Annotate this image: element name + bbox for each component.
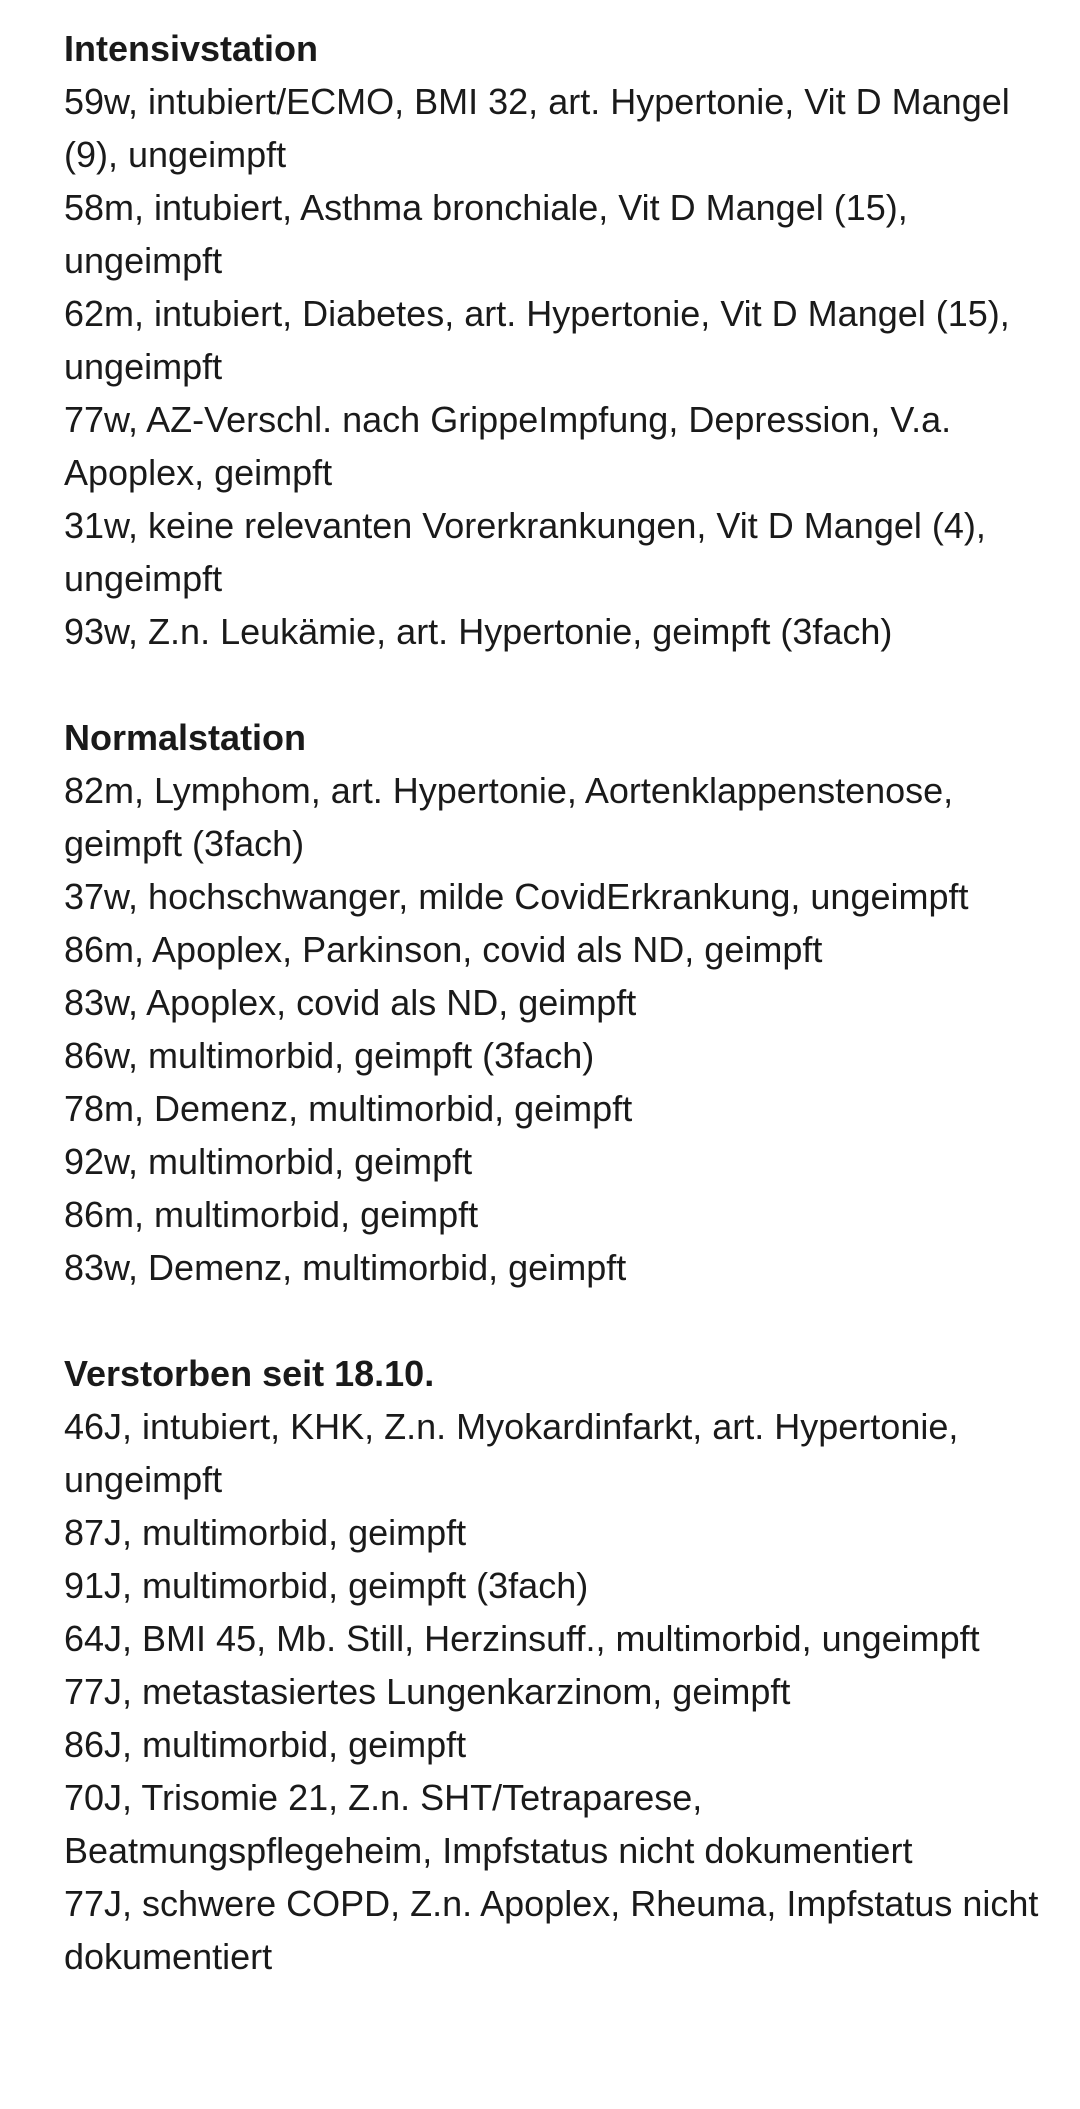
list-item: 87J, multimorbid, geimpft — [64, 1512, 467, 1553]
list-item: 77J, schwere COPD, Z.n. Apoplex, Rheuma, Impfstatus nicht dokumentiert — [64, 1883, 1039, 1977]
section-normalstation — [64, 711, 1064, 1294]
list-item: 86m, Apoplex, Parkinson, covid als ND, geimpft — [64, 929, 823, 970]
section-title: Intensivstation — [64, 28, 319, 69]
list-item: 59w, intubiert/ECMO, BMI 32, art. Hypertonie, Vit D Mangel (9), ungeimpft — [64, 81, 1010, 175]
list-item: 82m, Lymphom, art. Hypertonie, Aortenklappenstenose, geimpft (3fach) — [64, 770, 954, 864]
list-item: 46J, intubiert, KHK, Z.n. Myokardinfarkt, art. Hypertonie, ungeimpft — [64, 1406, 959, 1500]
list-item: 62m, intubiert, Diabetes, art. Hypertonie, Vit D Mangel (15), ungeimpft — [64, 293, 1010, 387]
list-item: 86w, multimorbid, geimpft (3fach) — [64, 1035, 595, 1076]
list-item: 83w, Apoplex, covid als ND, geimpft — [64, 982, 637, 1023]
section-spacer — [64, 658, 1064, 711]
list-item: 58m, intubiert, Asthma bronchiale, Vit D Mangel (15), ungeimpft — [64, 187, 908, 281]
list-item: 77w, AZ-Verschl. nach GrippeImpfung, Depression, V.a. Apoplex, geimpft — [64, 399, 952, 493]
list-item: 31w, keine relevanten Vorerkrankungen, Vit D Mangel (4), ungeimpft — [64, 505, 986, 599]
section-title: Verstorben seit 18.10. — [64, 1353, 435, 1394]
section-verstorben — [64, 1347, 1064, 1983]
section-intensivstation — [64, 22, 1064, 658]
list-item: 83w, Demenz, multimorbid, geimpft — [64, 1247, 627, 1288]
list-item: 64J, BMI 45, Mb. Still, Herzinsuff., multimorbid, ungeimpft — [64, 1618, 980, 1659]
list-item: 70J, Trisomie 21, Z.n. SHT/Tetraparese, Beatmungspflegeheim, Impfstatus nicht dokumentiert — [64, 1777, 913, 1871]
list-item: 37w, hochschwanger, milde CovidErkrankung, ungeimpft — [64, 876, 969, 917]
list-item: 78m, Demenz, multimorbid, geimpft — [64, 1088, 633, 1129]
list-item: 77J, metastasiertes Lungenkarzinom, geimpft — [64, 1671, 791, 1712]
list-item: 86m, multimorbid, geimpft — [64, 1194, 479, 1235]
list-item: 86J, multimorbid, geimpft — [64, 1724, 467, 1765]
document-page — [64, 22, 1064, 1983]
list-item: 93w, Z.n. Leukämie, art. Hypertonie, geimpft (3fach) — [64, 611, 893, 652]
list-item: 92w, multimorbid, geimpft — [64, 1141, 473, 1182]
section-spacer — [64, 1294, 1064, 1347]
section-title: Normalstation — [64, 717, 307, 758]
list-item: 91J, multimorbid, geimpft (3fach) — [64, 1565, 589, 1606]
